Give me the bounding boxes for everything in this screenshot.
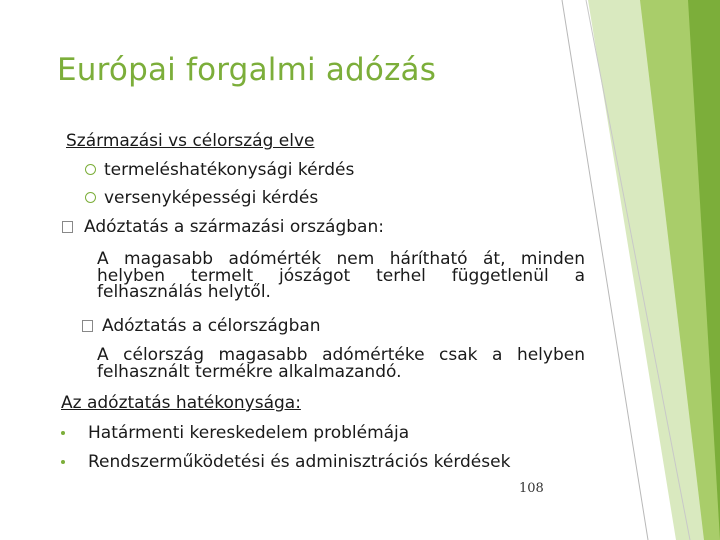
box-bullet-icon — [82, 320, 93, 332]
circle-bullet-icon — [85, 164, 96, 175]
circle-bullet-icon — [85, 192, 96, 203]
page-number: 108 — [519, 481, 544, 496]
heading-origin-vs-destination: Származási vs célország elve — [66, 131, 315, 151]
efficiency-item-border-trade: Határmenti kereskedelem problémája — [88, 423, 410, 443]
item-origin-taxation: Adóztatás a származási országban: — [84, 217, 384, 237]
heading-efficiency: Az adóztatás hatékonysága: — [61, 393, 301, 413]
item-destination-taxation: Adóztatás a célországban — [102, 316, 321, 336]
slide-title: Európai forgalmi adózás — [57, 52, 437, 88]
dot-bullet-icon — [61, 460, 65, 464]
dot-bullet-icon — [61, 431, 65, 435]
sub-item-competitiveness: versenyképességi kérdés — [104, 188, 319, 208]
sub-item-efficiency: termeléshatékonysági kérdés — [104, 160, 355, 180]
box-bullet-icon — [62, 221, 73, 233]
paragraph-origin: A magasabb adómérték nem hárítható át, minden helyben termelt jószágot terhel függetlenül a felhasználás helytől. — [97, 249, 585, 302]
efficiency-item-admin: Rendszerműködetési és adminisztrációs kérdések — [88, 452, 511, 472]
paragraph-destination: A célország magasabb adómértéke csak a helyben felhasznált termékre alkalmazandó. — [97, 345, 585, 382]
